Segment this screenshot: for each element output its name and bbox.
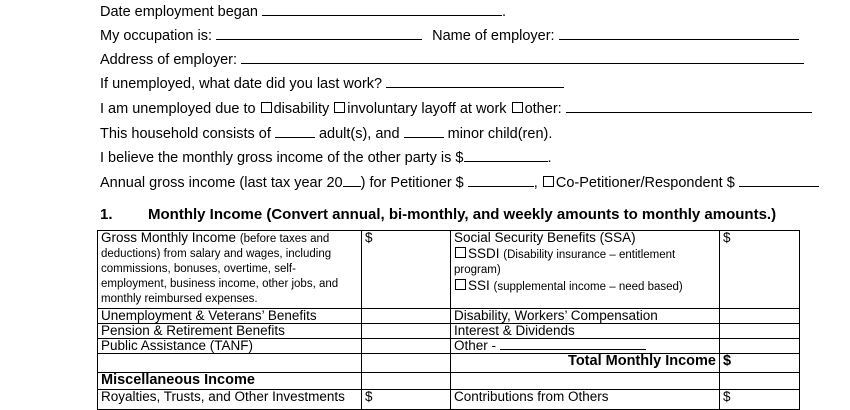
monthly-income-table bbox=[97, 230, 800, 410]
gross-monthly-cell bbox=[98, 231, 362, 309]
ssdi-note: (Disability insurance – entitlement program) bbox=[454, 249, 676, 276]
employer-name-label: Name of employer: bbox=[432, 28, 555, 44]
contributions-label: Contributions from Others bbox=[451, 390, 720, 410]
employment-date-line: Date employment began . bbox=[100, 4, 507, 20]
other-party-income-label: I believe the monthly gross income of the other party is $ bbox=[100, 150, 464, 166]
other-party-income-field[interactable] bbox=[464, 148, 548, 162]
children-count-field[interactable] bbox=[404, 124, 444, 138]
copetitioner-checkbox[interactable] bbox=[543, 176, 554, 187]
misc-income-heading: Miscellaneous Income bbox=[98, 373, 362, 390]
ssi-label: SSI bbox=[468, 278, 490, 293]
section-heading bbox=[100, 206, 776, 223]
employer-address-line bbox=[100, 50, 804, 68]
section-number: 1. bbox=[100, 206, 113, 223]
other-income-amount[interactable] bbox=[720, 339, 800, 354]
employment-date-field[interactable] bbox=[262, 2, 502, 16]
other-income-cell bbox=[451, 339, 720, 354]
empty-cell bbox=[720, 373, 800, 390]
tax-year-field[interactable] bbox=[343, 173, 361, 187]
disability-comp-label: Disability, Workers’ Compensation bbox=[451, 309, 720, 324]
ssi-note: (supplemental income – need based) bbox=[493, 281, 683, 293]
petitioner-label: ) for Petitioner $ bbox=[360, 175, 464, 191]
unemployed-date-field[interactable] bbox=[386, 74, 564, 88]
household-label: This household consists of bbox=[100, 126, 271, 142]
table-row bbox=[98, 339, 800, 354]
table-row bbox=[98, 231, 800, 309]
royalties-amount[interactable] bbox=[362, 390, 451, 410]
ssdi-label: SSDI bbox=[468, 246, 500, 261]
other-label: other: bbox=[524, 101, 562, 117]
disability-label: disability bbox=[273, 101, 330, 117]
table-row bbox=[98, 309, 800, 324]
annual-income-line: Annual gross income (last tax year 20 ) for Petitioner $ , Co-Petitioner/Respondent $ bbox=[100, 173, 819, 191]
petitioner-income-field[interactable] bbox=[468, 173, 534, 187]
empty-cell bbox=[98, 354, 362, 373]
contributions-amount[interactable] bbox=[720, 390, 800, 410]
gross-monthly-amount[interactable] bbox=[362, 231, 451, 309]
copetitioner-label: Co-Petitioner/Respondent $ bbox=[555, 175, 735, 191]
unemployed-reason-label: I am unemployed due to bbox=[100, 101, 256, 117]
other-income-field[interactable] bbox=[500, 339, 646, 350]
pension-label: Pension & Retirement Benefits bbox=[98, 324, 362, 339]
other-checkbox[interactable] bbox=[512, 102, 523, 113]
table-row bbox=[98, 390, 800, 410]
interest-label: Interest & Dividends bbox=[451, 324, 720, 339]
employment-date-label: Date employment began bbox=[100, 4, 258, 20]
ssa-cell bbox=[451, 231, 720, 309]
table-row bbox=[98, 354, 800, 373]
empty-cell bbox=[362, 354, 451, 373]
pension-amount[interactable] bbox=[362, 324, 451, 339]
adults-label: adult(s), and bbox=[318, 126, 400, 142]
public-assistance-amount[interactable] bbox=[362, 339, 451, 354]
total-income-label: Total Monthly Income bbox=[451, 354, 720, 373]
unemployed-date-label: If unemployed, what date did you last work? bbox=[100, 76, 383, 92]
royalties-label: Royalties, Trusts, and Other Investments bbox=[98, 390, 362, 410]
disability-comp-amount[interactable] bbox=[720, 309, 800, 324]
ssa-label: Social Security Benefits (SSA) bbox=[454, 230, 636, 245]
unemployment-label: Unemployment & Veterans’ Benefits bbox=[98, 309, 362, 324]
dollar-sign: $ bbox=[723, 389, 731, 404]
gross-monthly-label: Gross Monthly Income bbox=[101, 230, 237, 245]
adults-count-field[interactable] bbox=[275, 124, 315, 138]
unemployment-amount[interactable] bbox=[362, 309, 451, 324]
other-reason-field[interactable] bbox=[566, 99, 812, 113]
table-row bbox=[98, 324, 800, 339]
unemployed-date-line bbox=[100, 74, 564, 92]
empty-cell bbox=[451, 373, 720, 390]
dollar-sign: $ bbox=[723, 230, 731, 245]
employer-name-field[interactable] bbox=[559, 26, 799, 40]
other-party-income-line: I believe the monthly gross income of the other party is $ . bbox=[100, 150, 552, 166]
public-assistance-label: Public Assistance (TANF) bbox=[98, 339, 362, 354]
gross-monthly-note: (before taxes and deductions) from salary and wages, including commissions, bonuses, overtime, self-employment, business income, other jobs, and monthly reimbursed expenses. bbox=[101, 233, 339, 305]
section-title: Monthly Income (Convert annual, bi-monthly, and weekly amounts to monthly amounts.) bbox=[148, 206, 777, 223]
children-label: minor child(ren). bbox=[447, 126, 553, 142]
ssdi-checkbox[interactable] bbox=[455, 247, 466, 258]
unemployed-reason-line bbox=[100, 99, 812, 117]
total-income-amount[interactable] bbox=[720, 354, 800, 373]
ssi-checkbox[interactable] bbox=[455, 279, 466, 290]
layoff-checkbox[interactable] bbox=[334, 102, 345, 113]
occupation-field[interactable] bbox=[216, 26, 422, 40]
empty-cell bbox=[362, 373, 451, 390]
dollar-sign: $ bbox=[365, 389, 373, 404]
employer-address-field[interactable] bbox=[241, 50, 804, 64]
household-line bbox=[100, 124, 552, 142]
interest-amount[interactable] bbox=[720, 324, 800, 339]
copetitioner-income-field[interactable] bbox=[739, 173, 819, 187]
employer-address-label: Address of employer: bbox=[100, 52, 238, 68]
dollar-sign: $ bbox=[365, 230, 373, 245]
annual-income-label: Annual gross income (last tax year 20 bbox=[100, 175, 343, 191]
ssa-amount[interactable] bbox=[720, 231, 800, 309]
occupation-label: My occupation is: bbox=[100, 28, 213, 44]
dollar-sign: $ bbox=[723, 353, 732, 369]
layoff-label: involuntary layoff at work bbox=[347, 101, 507, 117]
table-row bbox=[98, 373, 800, 390]
disability-checkbox[interactable] bbox=[261, 102, 272, 113]
other-income-label: Other - bbox=[454, 338, 497, 353]
occupation-line bbox=[100, 26, 799, 44]
